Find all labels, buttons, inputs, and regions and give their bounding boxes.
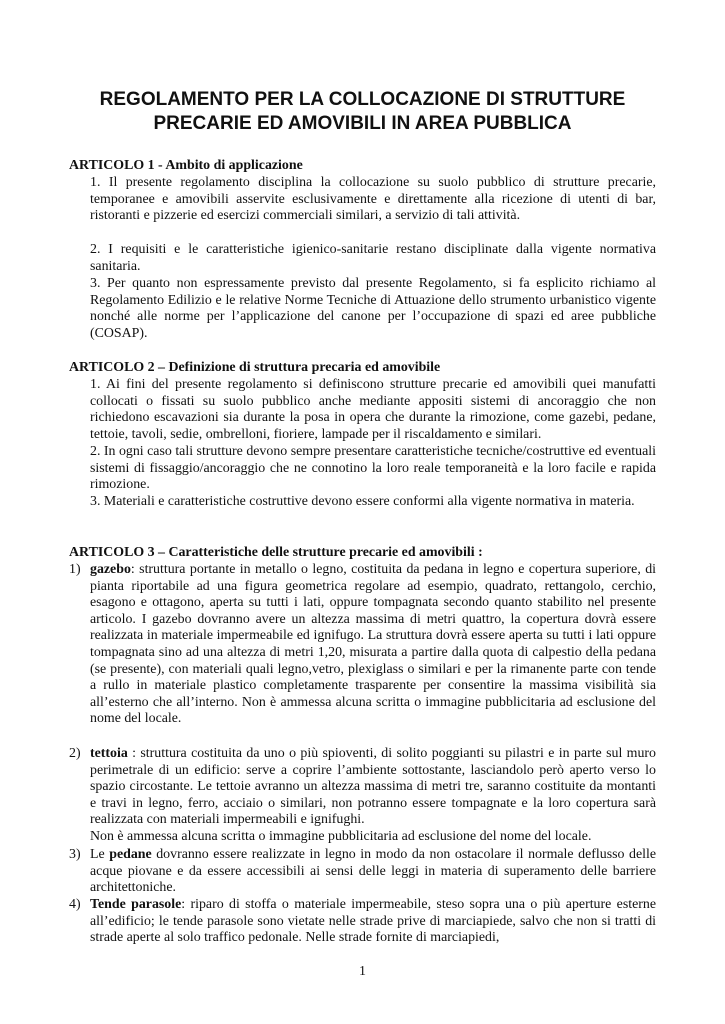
document-title <box>60 88 665 136</box>
definition-tettoia: : struttura costituita da uno o più spioventi, di solito poggianti su pilastri e in parte sul muro perimetrale di un edificio: serve a coprire l’ambiente sottostante, lasciandolo però aperto verso lo spazio circostante. Le tettoie avranno un altezza massima di metri tre, saranno costituite da montanti e travi in legno, ferro, acciaio o similari, non potranno essere tompagnate e la loro copertura sarà realizzata con materiali impermeabili e ignifughi. <box>90 746 656 828</box>
title-line-1: REGOLAMENTO PER LA COLLOCAZIONE DI STRUTTURE <box>99 89 626 110</box>
list-item-number: 1) <box>69 562 81 577</box>
article-3-heading: ARTICOLO 3 – Caratteristiche delle strutture precarie ed amovibili : <box>69 545 483 560</box>
list-item-text <box>90 847 656 897</box>
article-2-paragraph-2: 2. In ogni caso tali strutture devono sempre presentare caratteristiche tecniche/costruttive ed eventuali sistemi di fissaggio/ancoraggio che ne connotino la loro reale temporaneità e la loro facile e rapida rimozione. <box>90 444 656 493</box>
definition-pedane: dovranno essere realizzate in legno in modo da non ostacolare il normale deflusso delle acque piovane e da essere accessibili ai sensi delle leggi in materia di superamento delle barriere architettoniche. <box>90 847 657 896</box>
article-1-heading: ARTICOLO 1 - Ambito di applicazione <box>69 158 303 173</box>
list-item-text <box>90 562 656 728</box>
list-item-gazebo <box>69 562 656 728</box>
term-tende-parasole: Tende parasole <box>90 897 182 912</box>
term-tettoia: tettoia <box>90 746 128 761</box>
definition-gazebo: : struttura portante in metallo o legno, costituita da pedana in legno e copertura superiore, di pianta riportabile ad una figura geometrica regolare ad esempio, quadrato, rettangolo, cerchio, esagono e ottagono, aperta su tutti i lati, oppure tompagnata secondo quanto stabilito nel presente articolo. I gazebo dovranno avere un altezza massima di metri quattro, la copertura dovrà essere realizzata in materiale impermeabile ed ignifugo. La struttura dovrà essere aperta su tutti i lati oppure tompagnata sino ad una altezza di metri 1,20, misurata a partire dalla quota di calpestio della pedana (se presente), con materiali quali legno,vetro, plexiglass o similari e per la rimanente parte con tende a rullo in materiale plastico completamente trasparente per consentire la massima visibilità sia all’esterno che all’interno. Non è ammessa alcuna scritta o immagine pubblicitaria ad esclusione del nome del locale. <box>90 562 656 727</box>
pedane-prefix: Le <box>90 847 110 862</box>
list-item-text <box>90 897 656 947</box>
term-pedane: pedane <box>109 847 152 862</box>
tettoia-note: Non è ammessa alcuna scritta o immagine pubblicitaria ad esclusione del nome del locale. <box>90 828 592 844</box>
list-item-number: 3) <box>69 847 81 862</box>
title-line-2: PRECARIE ED AMOVIBILI IN AREA PUBBLICA <box>153 113 572 134</box>
list-item-number: 2) <box>69 746 81 761</box>
list-item-text <box>90 746 656 846</box>
term-gazebo: gazebo <box>90 562 131 577</box>
article-1-paragraph-3: 3. Per quanto non espressamente previsto dal presente Regolamento, si fa esplicito richiamo al Regolamento Edilizio e le relative Norme Tecniche di Attuazione dello strumento urbanistico vigente nonché alle norme per l’applicazione del canone per l’occupazione di spazi ed aree pubbliche (COSAP). <box>90 276 656 341</box>
list-item-tettoia <box>69 746 656 846</box>
page-number: 1 <box>359 964 366 979</box>
article-1-paragraph-2: 2. I requisiti e le caratteristiche igienico-sanitarie restano disciplinate dalla vigente normativa sanitaria. <box>90 242 656 274</box>
article-2-paragraph-3: 3. Materiali e caratteristiche costruttive devono essere conformi alla vigente normativa in materia. <box>90 494 635 509</box>
definition-tende-parasole: : riparo di stoffa o materiale impermeabile, steso sopra una o più aperture esterne all’edificio; le tende parasole sono vietate nelle strade prive di marciapiede, salvo che non si tratti di strade aperte al solo traffico pedonale. Nelle strade fornite di marciapiedi, <box>90 897 656 946</box>
article-1-paragraph-1: 1. Il presente regolamento disciplina la collocazione su suolo pubblico di strutture precarie, temporanee e amovibili asservite esclusivamente e direttamente alla ricezione di utenti di bar, ristoranti e pizzerie ed esercizi commerciali similari, a servizio di tali attività. <box>90 175 656 224</box>
list-item-pedane <box>69 847 656 897</box>
article-2-paragraph-1: 1. Ai fini del presente regolamento si definiscono strutture precarie ed amovibili quei manufatti collocati o fissati su suolo pubblico anche mediante appositi sistemi di ancoraggio che non richiedono escavazioni sia durante la posa in opera che durante la rimozione, come gazebi, pedane, tettoie, tavoli, sedie, ombrelloni, fioriere, lampade per il riscaldamento e similari. <box>90 377 656 442</box>
list-item-number: 4) <box>69 897 81 912</box>
list-item-tende-parasole <box>69 897 656 947</box>
article-2-heading: ARTICOLO 2 – Definizione di struttura precaria ed amovibile <box>69 360 441 375</box>
